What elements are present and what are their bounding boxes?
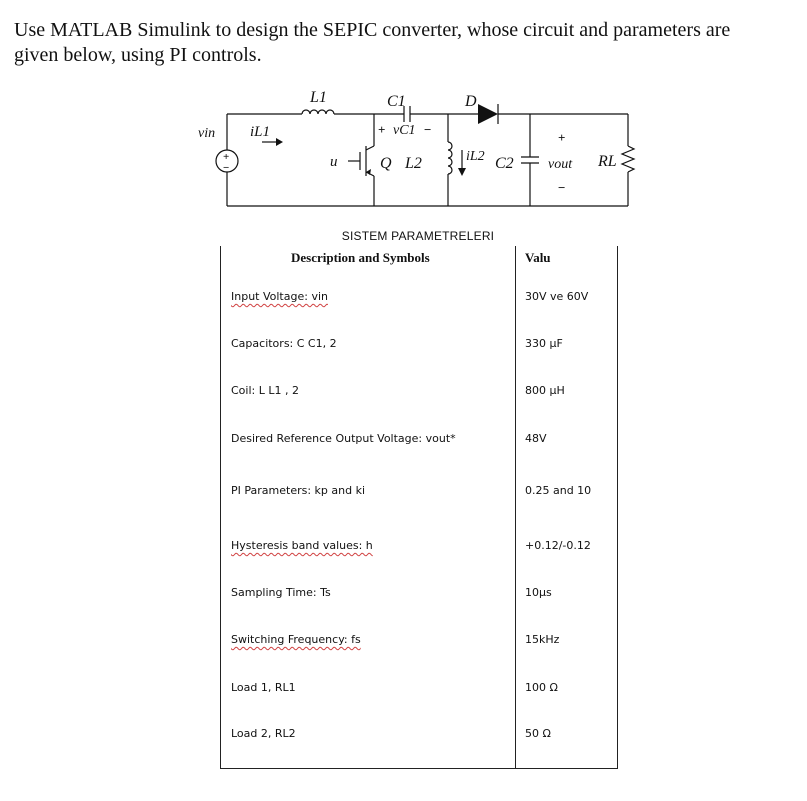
row-description: Desired Reference Output Voltage: vout* xyxy=(231,432,456,445)
label-source-plus: + xyxy=(223,151,230,163)
row-description: Capacitors: C C1, 2 xyxy=(231,337,337,350)
label-vC1-minus: − xyxy=(424,122,432,137)
label-L1: L1 xyxy=(310,89,327,106)
table-title: SISTEM PARAMETRELERI xyxy=(341,229,495,243)
label-vC1-plus: + xyxy=(378,122,386,137)
table-row xyxy=(221,290,617,310)
question-line-1: Use MATLAB Simulink to design the SEPIC converter, whose circuit and parameters are xyxy=(14,19,731,41)
row-description: Load 1, RL1 xyxy=(231,681,296,694)
question-line-2: given below, using PI controls. xyxy=(14,44,262,66)
row-description: Load 2, RL2 xyxy=(231,727,296,740)
label-u: u xyxy=(330,154,338,170)
table-row xyxy=(221,681,617,701)
label-RL: RL xyxy=(598,153,617,170)
row-value: 15kHz xyxy=(525,633,560,646)
row-value: 48V xyxy=(525,432,547,445)
row-value: 50 Ω xyxy=(525,727,551,740)
row-description: Coil: L L1 , 2 xyxy=(231,384,299,397)
label-vout-plus: + xyxy=(558,130,566,145)
table-row xyxy=(221,432,617,452)
table-row xyxy=(221,384,617,404)
table-row xyxy=(221,539,617,559)
label-C1: C1 xyxy=(387,93,406,110)
table-row xyxy=(221,727,617,747)
label-iL1: iL1 xyxy=(250,124,271,140)
row-description: Sampling Time: Ts xyxy=(231,586,331,599)
table-row xyxy=(221,484,617,504)
row-value: 30V ve 60V xyxy=(525,290,589,303)
row-description: Input Voltage: vin xyxy=(231,290,328,303)
row-value: 330 µF xyxy=(525,337,563,350)
row-value: 100 Ω xyxy=(525,681,558,694)
row-value: 0.25 and 10 xyxy=(525,484,592,497)
parameters-table xyxy=(220,246,618,769)
question-text xyxy=(14,18,799,68)
label-vin: vin xyxy=(198,126,216,141)
table-row xyxy=(221,586,617,606)
label-vout-minus: − xyxy=(558,180,566,195)
label-iL2: iL2 xyxy=(466,149,485,164)
row-value: 10µs xyxy=(525,586,552,599)
header-description: Description and Symbols xyxy=(291,250,430,265)
label-L2: L2 xyxy=(405,155,422,172)
header-value: Valu xyxy=(525,250,551,265)
row-description: PI Parameters: kp and ki xyxy=(231,484,366,497)
row-description: Hysteresis band values: h xyxy=(231,539,373,552)
label-C2: C2 xyxy=(495,155,514,172)
label-source-minus: − xyxy=(223,162,230,174)
label-Q: Q xyxy=(380,155,392,172)
row-description: Switching Frequency: fs xyxy=(231,633,361,646)
row-value: 800 µH xyxy=(525,384,565,397)
label-D: D xyxy=(465,93,477,110)
row-value: +0.12/-0.12 xyxy=(525,539,591,552)
label-vC1: vC1 xyxy=(393,123,416,138)
table-row xyxy=(221,337,617,357)
label-vout: vout xyxy=(548,157,573,172)
sepic-circuit-diagram xyxy=(0,80,807,220)
table-row xyxy=(221,633,617,653)
